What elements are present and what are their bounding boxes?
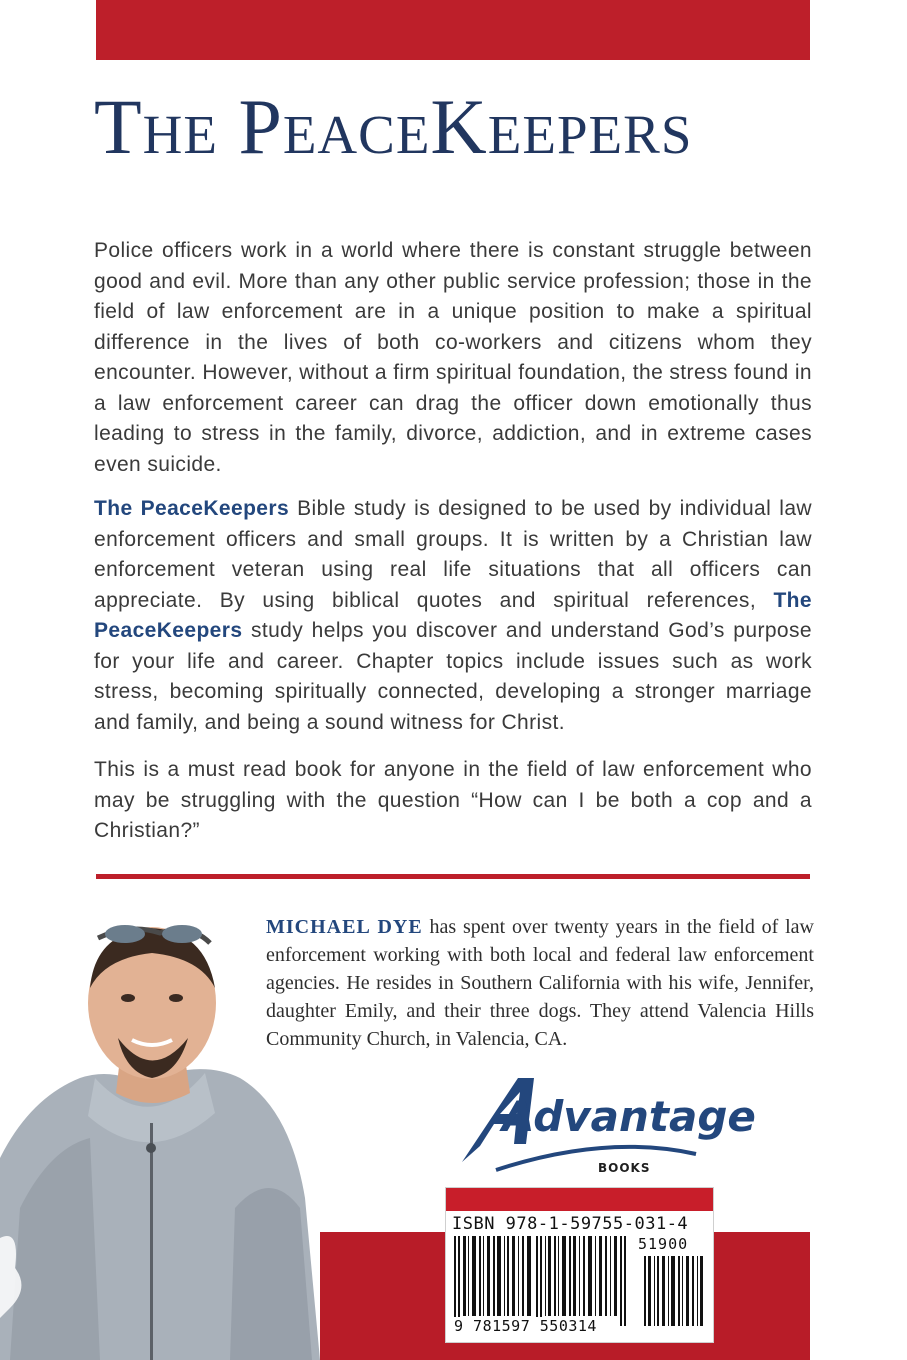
- ean-digits: 9 781597 550314: [454, 1317, 597, 1335]
- publisher-name: Advantage: [502, 1092, 756, 1141]
- isbn-number: ISBN 978-1-59755-031-4: [452, 1214, 689, 1234]
- book-title: The PeaceKeepers: [94, 83, 693, 170]
- author-name: MICHAEL DYE: [266, 916, 423, 938]
- author-bio-text: has spent over twenty years in the field of law enforcement working with both local and federal law enforcement agencies. He resides in Southern California with his wife, Jennifer, daughter Emily, and their three dogs. They attend Valencia Hills Community Church, in Valencia, CA.: [266, 916, 814, 1050]
- description-paragraph-1: Police officers work in a world where there is constant struggle between good and evil. More than any other public service profession; those in the field of law enforcement are in a unique position to make a spiritual difference in the lives of both co-workers and citizens whom they encounter. However, without a firm spiritual foundation, the stress found in a law enforcement career can drag the officer down emotionally thus leading to stress in the family, divorce, addiction, and in extreme cases even suicide.: [94, 239, 812, 476]
- top-red-bar: [96, 0, 810, 60]
- barcode-addon-bars: [642, 1256, 708, 1326]
- description-paragraph-2: [94, 494, 812, 738]
- barcode-red-strip: [446, 1188, 713, 1211]
- barcode-bars: [452, 1236, 632, 1326]
- title-reference: The PeaceKeepers: [94, 497, 290, 520]
- section-divider: [96, 874, 810, 879]
- author-bio: [266, 913, 814, 1053]
- description-paragraph-3: This is a must read book for anyone in the field of law enforcement who may be struggling with the question “How can I be both a cop and a Christian?”: [94, 758, 812, 842]
- barcode-label: [445, 1187, 714, 1343]
- description-text: study helps you discover and understand God’s purpose for your life and career. Chapter topics include issues such as work stress, becoming spiritually connected, developing a stronger marriage and family, and being a sound witness for Christ.: [94, 619, 812, 734]
- title-reference: The PeaceKeepers: [94, 588, 812, 642]
- description-text: Bible study is designed to be used by individual law enforcement officers and small groups. It is written by a Christian law enforcement veteran using real life situations that all officers can appreciate. By using biblical quotes and spiritual references,: [94, 497, 812, 612]
- price-code: 51900: [638, 1235, 689, 1253]
- publisher-subtitle: BOOKS: [598, 1161, 651, 1175]
